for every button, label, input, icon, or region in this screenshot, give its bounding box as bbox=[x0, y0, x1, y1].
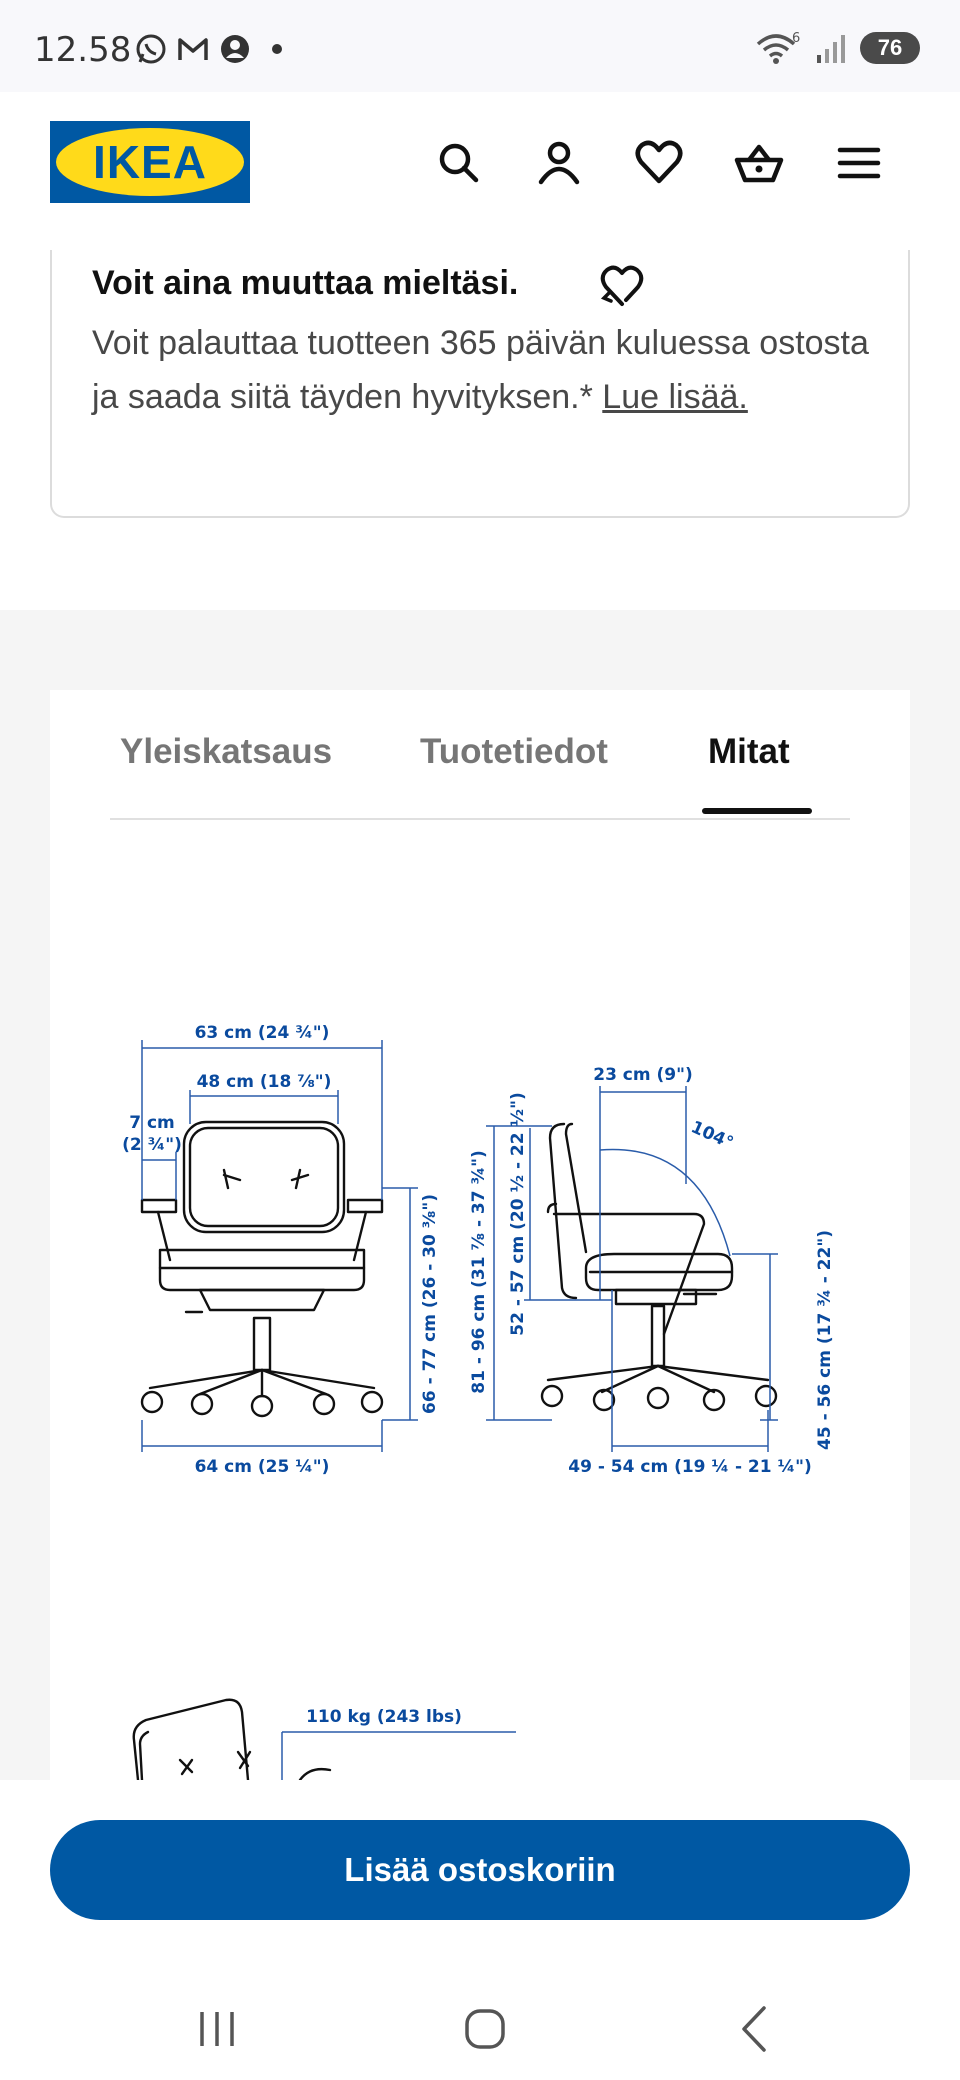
bottom-bar bbox=[0, 1780, 960, 2080]
front-view-chair bbox=[142, 1122, 382, 1416]
ikea-logo[interactable] bbox=[50, 121, 250, 203]
basket-icon[interactable] bbox=[732, 136, 786, 190]
guarantee-title: Voit aina muuttaa mieltäsi. bbox=[92, 264, 519, 302]
status-bar bbox=[0, 0, 960, 92]
tab-dimensions[interactable]: Mitat bbox=[708, 732, 790, 771]
search-icon[interactable] bbox=[432, 136, 486, 190]
heart-icon[interactable] bbox=[632, 136, 686, 190]
return-guarantee-card bbox=[50, 250, 910, 518]
dim-side-seat-height: 45 - 56 cm (17 ¾ - 22") bbox=[815, 1230, 835, 1450]
dim-side-seat-back-height: 52 - 57 cm (20 ½ - 22 ½") bbox=[508, 1092, 528, 1336]
side-dimension-lines bbox=[486, 1086, 778, 1452]
dot-icon bbox=[260, 32, 294, 66]
load-capacity-drawing bbox=[120, 1690, 540, 1780]
dim-front-total-width: 63 cm (24 ¾") bbox=[194, 1023, 330, 1043]
whatsapp-icon bbox=[134, 32, 168, 66]
signal-icon bbox=[814, 31, 848, 65]
dim-side-seat-depth: 23 cm (9") bbox=[593, 1065, 693, 1085]
dim-side-total-height: 81 - 96 cm (31 ⅞ - 37 ¾") bbox=[469, 1150, 489, 1394]
recent-apps-icon[interactable] bbox=[182, 1994, 252, 2064]
dim-side-base-depth: 49 - 54 cm (19 ¼ - 21 ¼") bbox=[568, 1457, 812, 1477]
tab-overview[interactable]: Yleiskatsaus bbox=[120, 732, 333, 771]
active-tab-indicator bbox=[702, 808, 812, 814]
dim-front-base-width: 64 cm (25 ¼") bbox=[194, 1457, 330, 1477]
product-tabs bbox=[110, 730, 850, 820]
chair-dimension-drawing bbox=[120, 1000, 850, 1500]
wifi-icon bbox=[754, 30, 802, 66]
menu-icon[interactable] bbox=[832, 136, 886, 190]
side-view-chair bbox=[542, 1124, 776, 1410]
dim-armrest-width-in: (2 ¾") bbox=[122, 1135, 182, 1155]
status-notification-icons bbox=[134, 32, 294, 66]
add-to-cart-button[interactable]: Lisää ostoskoriin bbox=[50, 1820, 910, 1920]
dim-front-armrest-height: 66 - 77 cm (26 - 30 ⅜") bbox=[420, 1194, 440, 1414]
home-icon[interactable] bbox=[450, 1994, 520, 2064]
guarantee-text bbox=[92, 316, 892, 424]
account-icon[interactable] bbox=[532, 136, 586, 190]
svg-text:IKEA: IKEA bbox=[93, 136, 207, 188]
front-dimension-lines bbox=[142, 1040, 418, 1452]
gmail-icon bbox=[176, 32, 210, 66]
battery-indicator: 76 bbox=[860, 32, 920, 64]
heart-return-icon bbox=[596, 262, 648, 308]
dim-front-seat-width: 48 cm (18 ⅞") bbox=[196, 1072, 332, 1092]
android-navigation-bar bbox=[0, 1980, 960, 2080]
dim-armrest-width-cm: 7 cm bbox=[129, 1113, 175, 1133]
read-more-link[interactable]: Lue lisää. bbox=[602, 378, 748, 416]
guarantee-description: Voit palauttaa tuotteen 365 päivän kuluessa ostosta ja saada siitä täyden hyvityksen.* bbox=[92, 324, 869, 416]
dim-max-load: 110 kg (243 lbs) bbox=[306, 1707, 462, 1727]
account-circle-icon bbox=[218, 32, 252, 66]
status-system-icons bbox=[754, 30, 920, 66]
dim-side-recline: 104° bbox=[687, 1117, 737, 1154]
tab-product-details[interactable]: Tuotetiedot bbox=[420, 732, 608, 771]
svg-text:6: 6 bbox=[792, 31, 801, 46]
back-icon[interactable] bbox=[720, 1994, 790, 2064]
status-time: 12.58 bbox=[34, 30, 132, 70]
site-header bbox=[0, 92, 960, 250]
